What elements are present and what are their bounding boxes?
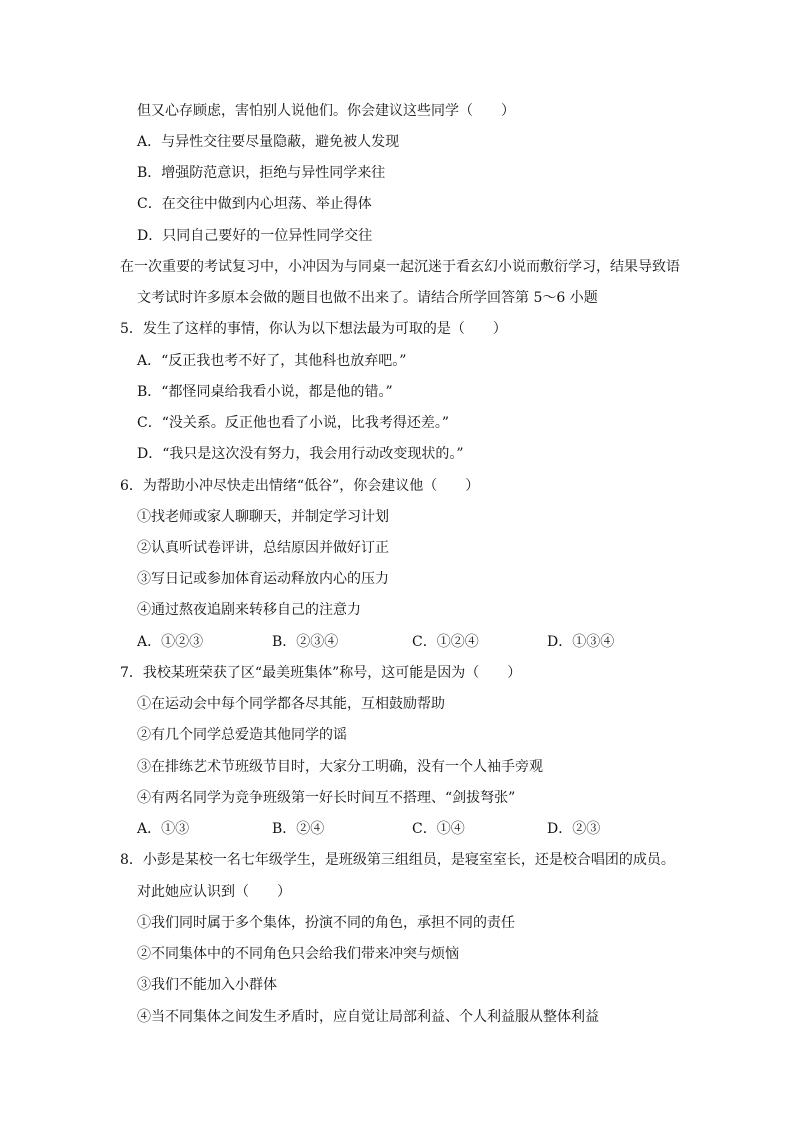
q5-option-a: A．“反正我也考不好了，其他科也放弃吧。” — [137, 353, 407, 369]
q7-item-3: ③在排练艺术节班级节目时，大家分工明确，没有一个人袖手旁观 — [137, 759, 543, 775]
material-line-1: 在一次重要的考试复习中，小冲因为与同桌一起沉迷于看玄幻小说而敷衍学习，结果导致语 — [120, 259, 680, 275]
q4-option-c: C．在交往中做到内心坦荡、举止得体 — [137, 196, 372, 212]
q4-stem-tail: 但又心存顾虑，害怕别人说他们。你会建议这些同学（ ） — [137, 103, 515, 119]
q7-stem: 7．我校某班荣获了区“最美班集体”称号，这可能是因为（ ） — [120, 665, 522, 681]
q6-choice-d: D．①③④ — [547, 634, 615, 650]
q7-choice-a: A．①③ — [137, 821, 190, 837]
q7-choice-b: B．②④ — [272, 821, 325, 837]
q5-option-b: B．“都怪同桌给我看小说，都是他的错。” — [137, 384, 393, 400]
q6-choice-b: B．②③④ — [272, 634, 339, 650]
q4-option-b: B．增强防范意识，拒绝与异性同学来往 — [137, 165, 386, 181]
q7-item-4: ④有两名同学为竞争班级第一好长时间互不搭理、“剑拔弩张” — [137, 790, 516, 806]
q6-item-2: ②认真听试卷评讲，总结原因并做好订正 — [137, 540, 389, 556]
q5-stem: 5．发生了这样的事情，你认为以下想法最为可取的是（ ） — [120, 321, 507, 337]
q6-item-4: ④通过熬夜追剧来转移自己的注意力 — [137, 602, 361, 618]
q6-item-3: ③写日记或参加体育运动释放内心的压力 — [137, 571, 389, 587]
q8-stem-line-2: 对此她应认识到（ ） — [137, 884, 291, 900]
q7-item-1: ①在运动会中每个同学都各尽其能，互相鼓励帮助 — [137, 696, 445, 712]
q7-choice-c: C．①④ — [412, 821, 465, 837]
q5-option-d: D．“我只是这次没有努力，我会用行动改变现状的。” — [137, 446, 464, 462]
q8-item-2: ②不同集体中的不同角色只会给我们带来冲突与烦恼 — [137, 946, 459, 962]
q6-choice-a: A．①②③ — [137, 634, 204, 650]
q7-item-2: ②有几个同学总爱造其他同学的谣 — [137, 727, 347, 743]
q4-option-d: D．只同自己要好的一位异性同学交往 — [137, 228, 373, 244]
q8-item-4: ④当不同集体之间发生矛盾时，应自觉让局部利益、个人利益服从整体利益 — [137, 1009, 599, 1025]
q7-choice-d: D．②③ — [547, 821, 601, 837]
q6-choice-c: C．①②④ — [412, 634, 479, 650]
q6-item-1: ①找老师或家人聊聊天，并制定学习计划 — [137, 509, 389, 525]
q6-stem: 6．为帮助小冲尽快走出情绪“低谷”，你会建议他（ ） — [120, 478, 480, 494]
q8-item-1: ①我们同时属于多个集体，扮演不同的角色，承担不同的责任 — [137, 915, 515, 931]
q4-option-a: A．与异性交往要尽量隐蔽，避免被人发现 — [137, 134, 400, 150]
q5-option-c: C．“没关系。反正他也看了小说，比我考得还差。” — [137, 415, 450, 431]
material-line-2: 文考试时许多原本会做的题目也做不出来了。请结合所学回答第 5～6 小题 — [137, 290, 598, 306]
q8-item-3: ③我们不能加入小群体 — [137, 977, 277, 993]
q8-stem-line-1: 8．小彭是某校一名七年级学生，是班级第三组组员，是寝室室长，还是校合唱团的成员。 — [120, 852, 675, 868]
